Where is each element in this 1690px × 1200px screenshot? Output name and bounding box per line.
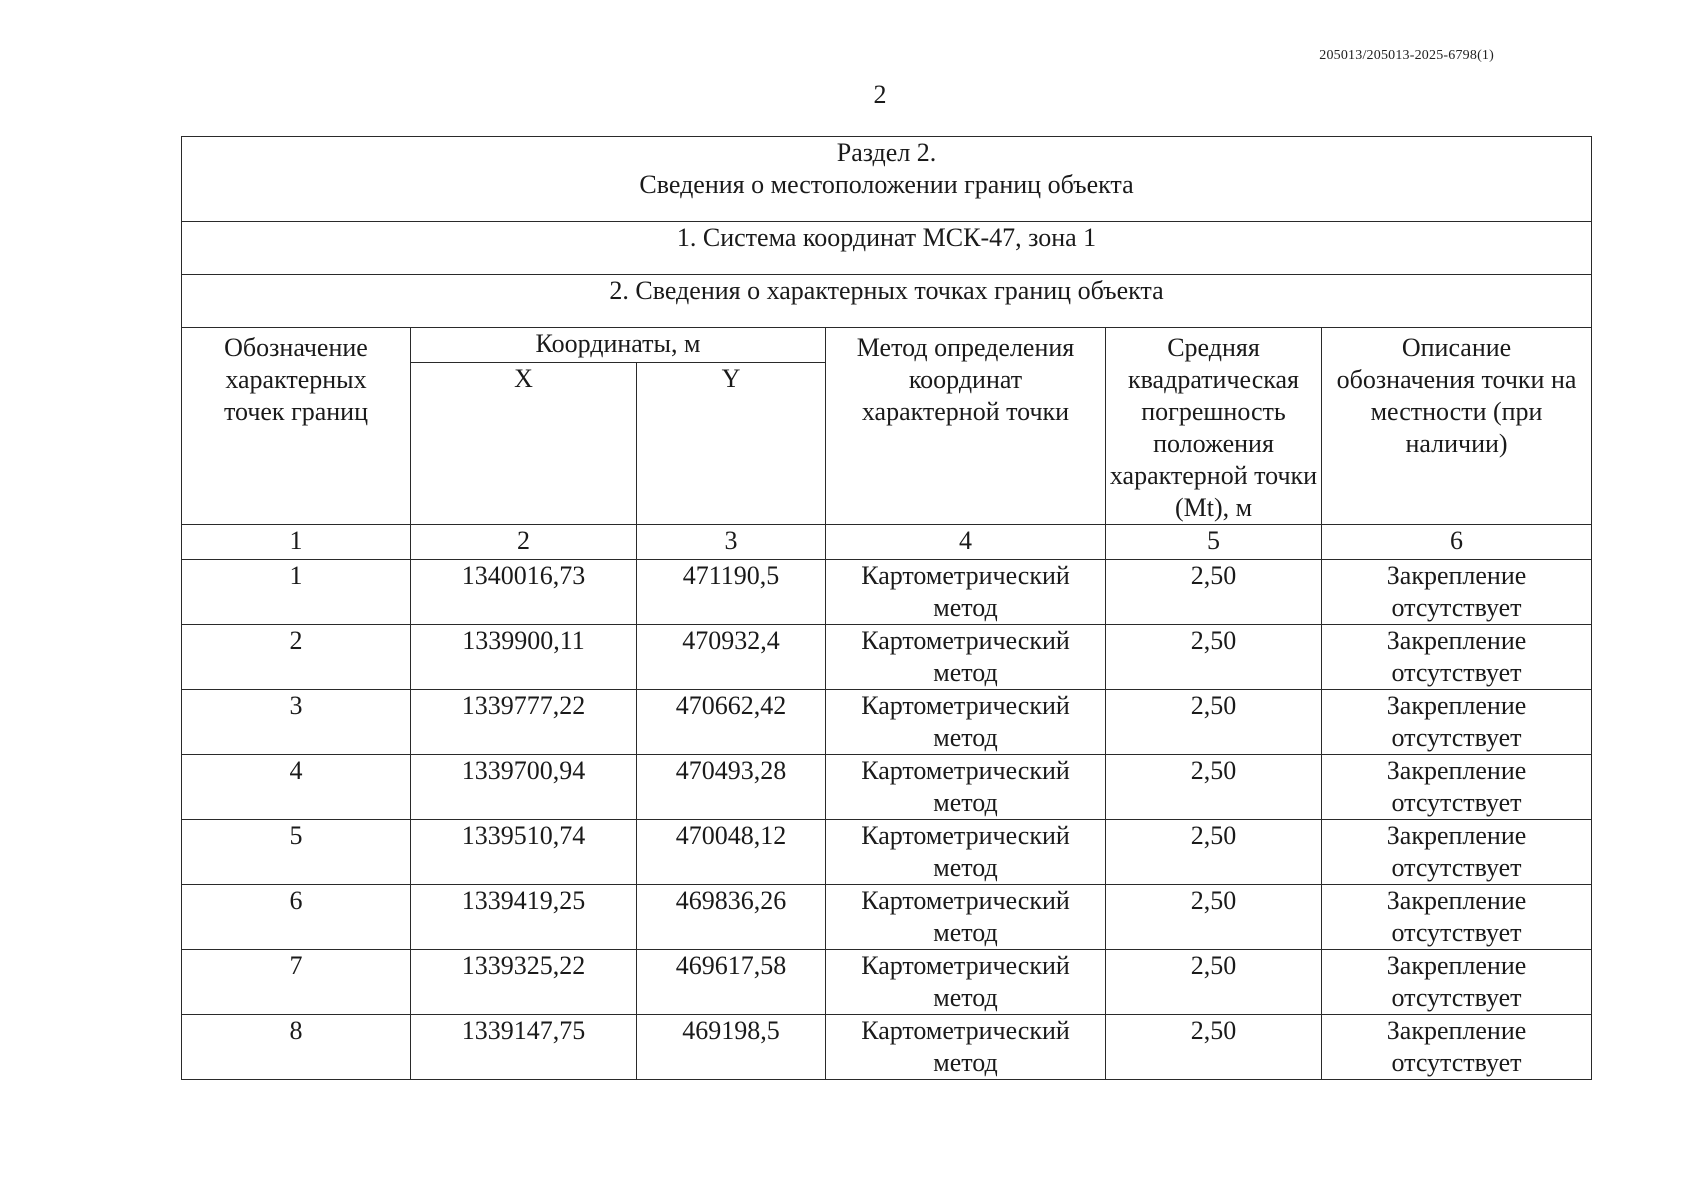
coord-system: 1. Система координат МСК-47, зона 1 (182, 222, 1592, 275)
method: Картометрический метод (826, 560, 1106, 625)
document-id: 205013/205013-2025-6798(1) (1319, 48, 1494, 63)
header-method: Метод определения координат характерной точки (826, 328, 1106, 525)
description: Закрепление отсутствует (1322, 1015, 1592, 1080)
coord-x: 1339777,22 (411, 690, 637, 755)
coord-x: 1339147,75 (411, 1015, 637, 1080)
page-number: 2 (873, 80, 887, 109)
description: Закрепление отсутствует (1322, 755, 1592, 820)
coord-x: 1339419,25 (411, 885, 637, 950)
header-x: X (411, 363, 637, 525)
coord-system-row (182, 222, 1592, 275)
table-row (182, 560, 1592, 625)
error-value: 2,50 (1106, 950, 1322, 1015)
header-error: Средняя квадратическая погрешность положения характерной точки (Mt), м (1106, 328, 1322, 525)
error-value: 2,50 (1106, 560, 1322, 625)
table-row (182, 950, 1592, 1015)
section-title (182, 137, 1592, 222)
method: Картометрический метод (826, 1015, 1106, 1080)
column-number: 4 (826, 525, 1106, 560)
coord-y: 470662,42 (637, 690, 826, 755)
column-number: 6 (1322, 525, 1592, 560)
point-number: 5 (182, 820, 411, 885)
description: Закрепление отсутствует (1322, 690, 1592, 755)
method: Картометрический метод (826, 690, 1106, 755)
coord-y: 469617,58 (637, 950, 826, 1015)
coord-y: 470493,28 (637, 755, 826, 820)
points-title-row (182, 275, 1592, 328)
error-value: 2,50 (1106, 755, 1322, 820)
error-value: 2,50 (1106, 820, 1322, 885)
section-subheading: Сведения о местоположении границ объекта (639, 170, 1134, 199)
coord-y: 469836,26 (637, 885, 826, 950)
table-row (182, 820, 1592, 885)
error-value: 2,50 (1106, 690, 1322, 755)
method: Картометрический метод (826, 885, 1106, 950)
table-row (182, 690, 1592, 755)
header-description: Описание обозначения точки на местности (при наличии) (1322, 328, 1592, 525)
error-value: 2,50 (1106, 885, 1322, 950)
column-number: 1 (182, 525, 411, 560)
column-number-row (182, 525, 1592, 560)
header-row (182, 328, 1592, 363)
boundary-points-table (181, 136, 1592, 1080)
header-coordinates: Координаты, м (411, 328, 826, 363)
error-value: 2,50 (1106, 625, 1322, 690)
coord-y: 470048,12 (637, 820, 826, 885)
column-number: 5 (1106, 525, 1322, 560)
description: Закрепление отсутствует (1322, 885, 1592, 950)
coord-y: 470932,4 (637, 625, 826, 690)
header-y: Y (637, 363, 826, 525)
description: Закрепление отсутствует (1322, 950, 1592, 1015)
description: Закрепление отсутствует (1322, 820, 1592, 885)
point-number: 2 (182, 625, 411, 690)
column-number: 3 (637, 525, 826, 560)
point-number: 7 (182, 950, 411, 1015)
coord-y: 471190,5 (637, 560, 826, 625)
method: Картометрический метод (826, 820, 1106, 885)
table-row (182, 1015, 1592, 1080)
coord-x: 1339900,11 (411, 625, 637, 690)
error-value: 2,50 (1106, 1015, 1322, 1080)
section-title-row (182, 137, 1592, 222)
table-row (182, 625, 1592, 690)
table-row (182, 755, 1592, 820)
coord-y: 469198,5 (637, 1015, 826, 1080)
point-number: 3 (182, 690, 411, 755)
coord-x: 1339510,74 (411, 820, 637, 885)
column-number: 2 (411, 525, 637, 560)
point-number: 1 (182, 560, 411, 625)
method: Картометрический метод (826, 625, 1106, 690)
section-heading: Раздел 2. (836, 138, 937, 167)
description: Закрепление отсутствует (1322, 625, 1592, 690)
method: Картометрический метод (826, 950, 1106, 1015)
point-number: 4 (182, 755, 411, 820)
coord-x: 1339700,94 (411, 755, 637, 820)
method: Картометрический метод (826, 755, 1106, 820)
coord-x: 1340016,73 (411, 560, 637, 625)
header-designation: Обозначение характерных точек границ (182, 328, 411, 525)
points-title: 2. Сведения о характерных точках границ объекта (182, 275, 1592, 328)
description: Закрепление отсутствует (1322, 560, 1592, 625)
table-row (182, 885, 1592, 950)
point-number: 8 (182, 1015, 411, 1080)
point-number: 6 (182, 885, 411, 950)
coord-x: 1339325,22 (411, 950, 637, 1015)
